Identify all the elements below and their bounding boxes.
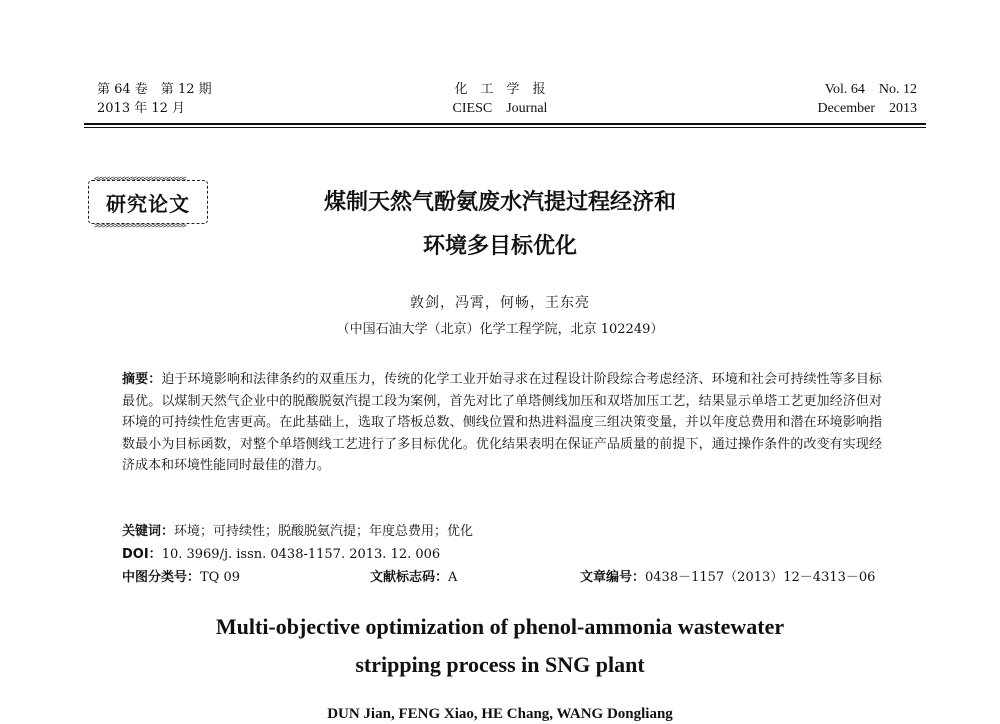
badge-decoration-top: <<<<<<<<<<<<<<<<<<<<<<<< (94, 176, 186, 182)
doi-label: DOI： (122, 547, 162, 562)
journal-name-cn: 化 工 学 报 (454, 82, 546, 97)
keywords-label: 关键词： (122, 524, 175, 539)
clc-label: 中图分类号： (122, 570, 201, 585)
header-rule-thick (84, 123, 926, 125)
keywords-text: 环境；可持续性；脱酸脱氨汽提；年度总费用；优化 (174, 524, 474, 539)
title-en-line2: stripping process in SNG plant (355, 652, 645, 677)
abstract (122, 369, 882, 477)
keywords (122, 520, 473, 539)
authors-en: DUN Jian, FENG Xiao, HE Chang, WANG Dongliang (327, 706, 673, 722)
clc-code (122, 566, 370, 585)
doi-text: 10. 3969/j. issn. 0438-1157. 2013. 12. 006 (161, 547, 441, 562)
journal-name-en: CIESC Journal (452, 101, 548, 116)
title-en-line1: Multi-objective optimization of phenol-ammonia wastewater (215, 614, 785, 639)
abstract-label: 摘要： (122, 372, 162, 387)
document-code (370, 566, 580, 585)
badge-decoration-bottom: >>>>>>>>>>>>>>>>>>>>>>>> (94, 223, 186, 229)
column-label-badge (88, 180, 208, 224)
header-rule-thin (84, 127, 926, 128)
volume-issue-en: Vol. 64 No. 12 (824, 82, 917, 97)
affiliation-cn: （中国石油大学（北京）化学工程学院，北京 102249） (336, 322, 664, 337)
clc-value: TQ 09 (200, 570, 241, 585)
issue-date-en: December 2013 (817, 101, 917, 116)
journal-volume-info-en (817, 80, 917, 118)
title-en (100, 608, 900, 684)
volume-issue: 第 64 卷 第 12 期 (97, 82, 212, 97)
article-number-label: 文章编号： (580, 570, 646, 585)
authors-cn: 敦剑，冯霄，何畅，王东亮 (410, 295, 590, 311)
column-label: 研究论文 (106, 191, 190, 216)
article-number (580, 566, 875, 585)
issue-date-cn: 2013 年 12 月 (97, 101, 186, 116)
classification-row (122, 566, 882, 585)
doc-code-value: A (448, 570, 458, 585)
article-number-value: 0438－1157（2013）12－4313－06 (645, 570, 876, 585)
title-cn-line2: 环境多目标优化 (422, 234, 577, 259)
abstract-text: 迫于环境影响和法律条约的双重压力，传统的化学工业开始寻求在过程设计阶段综合考虑经济、环境和社会可持续性等多目标最优。以煤制天然气企业中的脱酸脱氨汽提工段为案例，首先对比了单塔侧线加压和双塔加压工艺，结果显示单塔工艺更加经济但对环境的可持续性危害更高。在此基础上，选取了塔板总数、侧线位置和热进料温度三组决策变量，并以年度总费用和潜在环境影响指数最小为目标函数，对整个单塔侧线工艺进行了多目标优化。优化结果表明在保证产品质量的前提下，通过操作条件的改变有实现经济成本和环境性能同时最佳的潜力。 (122, 372, 882, 473)
title-cn-line1: 煤制天然气酚氨废水汽提过程经济和 (323, 190, 676, 215)
doi (122, 543, 440, 562)
doc-code-label: 文献标志码： (370, 570, 449, 585)
